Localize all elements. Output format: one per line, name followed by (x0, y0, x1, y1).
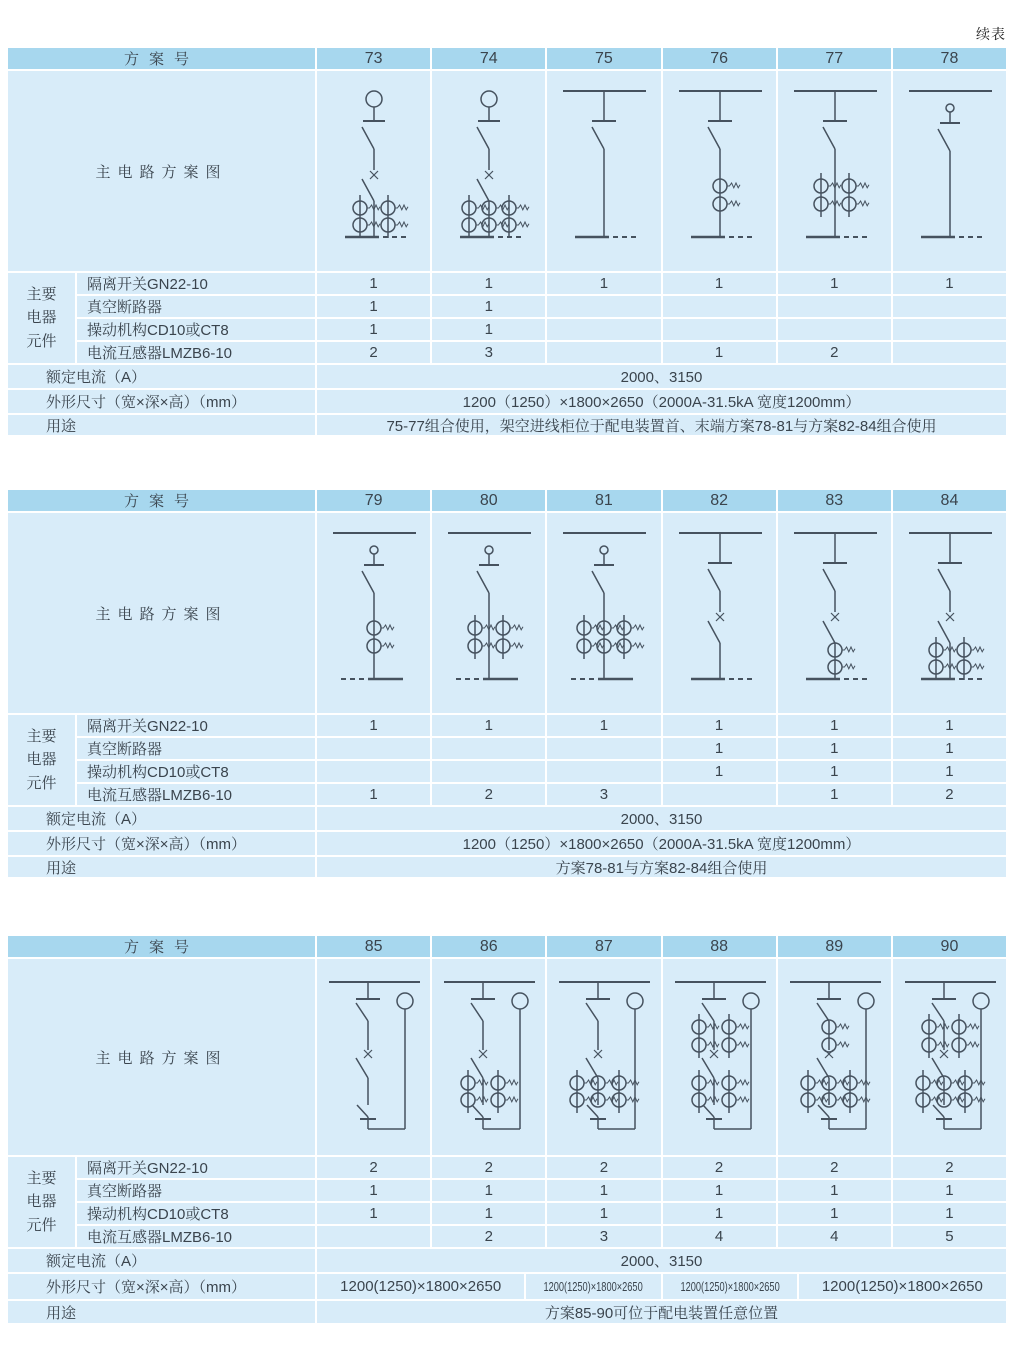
component-qty-cell (547, 296, 660, 317)
group-label-line: 电器 (26, 751, 57, 769)
component-qty-cell: 2 (432, 1226, 545, 1247)
circuit-diagram-85 (317, 959, 430, 1155)
scheme-number-79: 79 (317, 490, 430, 511)
circuit-diagram-cell-86 (432, 959, 545, 1155)
component-qty-cell: 2 (547, 1157, 660, 1178)
dimensions-value-cell (526, 1274, 660, 1299)
component-row (77, 784, 1006, 805)
scheme-number-83: 83 (778, 490, 891, 511)
scheme-number-80: 80 (432, 490, 545, 511)
scheme-number-header: 方案号 (8, 936, 315, 957)
component-qty-cell (547, 761, 660, 782)
component-label: 隔离开关GN22-10 (77, 273, 315, 294)
circuit-diagram-cell-85 (317, 959, 430, 1155)
component-qty-cell: 1 (317, 296, 430, 317)
component-qty-cell: 1 (663, 1203, 776, 1224)
scheme-table-85-90 (8, 936, 1006, 1323)
component-rows (77, 1157, 1006, 1247)
scheme-number-85: 85 (317, 936, 430, 957)
circuit-diagram-cell-75 (547, 71, 660, 271)
scheme-number-89: 89 (778, 936, 891, 957)
rated-current-label: 额定电流（A） (8, 365, 315, 388)
dimensions-value-cell (317, 390, 1006, 413)
diagram-row (8, 959, 1006, 1155)
component-qty-cell: 1 (663, 342, 776, 363)
group-label-line: 元件 (26, 774, 57, 792)
component-qty-cell: 1 (778, 1180, 891, 1201)
component-label: 真空断路器 (77, 296, 315, 317)
main-components-group-label (8, 715, 75, 805)
usage-label: 用途 (8, 857, 315, 877)
usage-row (8, 415, 1006, 435)
rated-current-value: 2000、3150 (317, 807, 1006, 830)
circuit-diagram-81 (547, 513, 660, 713)
circuit-diagram-73 (317, 71, 430, 271)
component-row (77, 1203, 1006, 1224)
component-qty-cell: 2 (317, 342, 430, 363)
component-qty-cell (778, 296, 891, 317)
diagram-row (8, 71, 1006, 271)
component-qty-cell: 3 (432, 342, 545, 363)
circuit-diagram-cell-73 (317, 71, 430, 271)
component-row (77, 342, 1006, 363)
rated-current-row (8, 1249, 1006, 1272)
component-qty-cell: 2 (663, 1157, 776, 1178)
scheme-number-77: 77 (778, 48, 891, 69)
component-qty-cell: 1 (663, 1180, 776, 1201)
usage-row (8, 857, 1006, 877)
dimensions-value-text: 1200（1250）×1800×2650（2000A-31.5kA 宽度1200mm） (462, 394, 861, 411)
component-qty-cell: 2 (893, 1157, 1006, 1178)
rated-current-label: 额定电流（A） (8, 1249, 315, 1272)
main-components-group-label (8, 273, 75, 363)
component-row (77, 761, 1006, 782)
dimensions-value-cell (663, 1274, 797, 1299)
component-qty-cell: 1 (778, 1203, 891, 1224)
continued-table-label: 续表 (976, 26, 1006, 42)
circuit-diagram-cell-76 (663, 71, 776, 271)
component-row (77, 1226, 1006, 1247)
component-row (77, 738, 1006, 759)
main-components-group-label (8, 1157, 75, 1247)
component-label: 操动机构CD10或CT8 (77, 761, 315, 782)
component-qty-cell (893, 319, 1006, 340)
circuit-diagram-80 (432, 513, 545, 713)
dimensions-value-text: 1200（1250）×1800×2650（2000A-31.5kA 宽度1200mm） (462, 836, 861, 853)
circuit-diagram-cell-83 (778, 513, 891, 713)
usage-label: 用途 (8, 1301, 315, 1323)
component-qty-cell: 1 (778, 738, 891, 759)
component-qty-cell (432, 761, 545, 782)
component-qty-cell: 2 (432, 1157, 545, 1178)
circuit-diagram-88 (663, 959, 776, 1155)
scheme-number-81: 81 (547, 490, 660, 511)
component-qty-cell: 1 (432, 1203, 545, 1224)
component-qty-cell: 1 (663, 715, 776, 736)
circuit-diagram-cell-87 (547, 959, 660, 1155)
circuit-diagram-79 (317, 513, 430, 713)
circuit-diagram-cell-88 (663, 959, 776, 1155)
component-qty-cell: 1 (778, 273, 891, 294)
component-qty-cell: 1 (317, 273, 430, 294)
main-circuit-diagram-label: 主电路方案图 (8, 71, 315, 271)
rated-current-label: 额定电流（A） (8, 807, 315, 830)
scheme-number-86: 86 (432, 936, 545, 957)
usage-value: 方案85-90可位于配电装置任意位置 (317, 1301, 1006, 1323)
component-row (77, 273, 1006, 294)
component-qty-cell: 2 (778, 1157, 891, 1178)
component-qty-cell (893, 342, 1006, 363)
component-qty-cell: 1 (317, 784, 430, 805)
dimensions-value-text: 1200(1250)×1800×2650 (821, 1278, 983, 1295)
components-block (8, 1157, 1006, 1247)
group-label-line: 元件 (26, 332, 57, 350)
circuit-diagram-cell-90 (893, 959, 1006, 1155)
circuit-diagram-86 (432, 959, 545, 1155)
component-label: 隔离开关GN22-10 (77, 715, 315, 736)
component-qty-cell (663, 784, 776, 805)
circuit-diagram-87 (547, 959, 660, 1155)
component-label: 真空断路器 (77, 738, 315, 759)
component-qty-cell: 1 (547, 1203, 660, 1224)
rated-current-row (8, 807, 1006, 830)
circuit-diagram-74 (432, 71, 545, 271)
component-qty-cell (547, 738, 660, 759)
scheme-number-header: 方案号 (8, 48, 315, 69)
circuit-diagram-89 (778, 959, 891, 1155)
circuit-diagram-76 (663, 71, 776, 271)
scheme-number-75: 75 (547, 48, 660, 69)
diagram-row (8, 513, 1006, 713)
component-label: 真空断路器 (77, 1180, 315, 1201)
component-qty-cell: 4 (663, 1226, 776, 1247)
header-row (8, 48, 1006, 69)
dimensions-value-text: 1200(1250)×1800×2650 (340, 1278, 502, 1295)
circuit-diagram-cell-79 (317, 513, 430, 713)
component-qty-cell (547, 319, 660, 340)
component-qty-cell: 1 (547, 715, 660, 736)
component-qty-cell: 1 (432, 296, 545, 317)
component-qty-cell: 1 (893, 1180, 1006, 1201)
component-row (77, 715, 1006, 736)
scheme-number-88: 88 (663, 936, 776, 957)
circuit-diagram-cell-78 (893, 71, 1006, 271)
component-qty-cell: 1 (317, 1180, 430, 1201)
component-qty-cell (432, 738, 545, 759)
component-label: 电流互感器LMZB6-10 (77, 784, 315, 805)
dimensions-value-text: 1200(1250)×1800×2650 (679, 1279, 780, 1294)
dimensions-row (8, 390, 1006, 413)
group-label-line: 主要 (26, 728, 57, 746)
dimensions-value-cell (317, 1274, 524, 1299)
component-qty-cell: 1 (893, 715, 1006, 736)
component-qty-cell: 1 (778, 715, 891, 736)
components-block (8, 273, 1006, 363)
scheme-number-76: 76 (663, 48, 776, 69)
component-qty-cell: 1 (663, 738, 776, 759)
main-circuit-diagram-label: 主电路方案图 (8, 513, 315, 713)
dimensions-value-text: 1200(1250)×1800×2650 (543, 1279, 644, 1294)
components-block (8, 715, 1006, 805)
component-qty-cell: 5 (893, 1226, 1006, 1247)
circuit-diagram-75 (547, 71, 660, 271)
usage-value: 方案78-81与方案82-84组合使用 (317, 857, 1006, 877)
dimensions-value-cell (317, 832, 1006, 855)
dimensions-row (8, 1274, 1006, 1299)
component-qty-cell: 1 (317, 1203, 430, 1224)
component-qty-cell (317, 738, 430, 759)
component-label: 操动机构CD10或CT8 (77, 1203, 315, 1224)
circuit-diagram-cell-89 (778, 959, 891, 1155)
component-qty-cell: 1 (663, 273, 776, 294)
component-qty-cell (778, 319, 891, 340)
circuit-diagram-cell-82 (663, 513, 776, 713)
scheme-table-73-78 (8, 48, 1006, 435)
header-row (8, 490, 1006, 511)
component-qty-cell: 2 (893, 784, 1006, 805)
scheme-number-84: 84 (893, 490, 1006, 511)
component-qty-cell: 1 (663, 761, 776, 782)
dimensions-value-cell (799, 1274, 1006, 1299)
component-qty-cell: 1 (317, 715, 430, 736)
circuit-diagram-cell-77 (778, 71, 891, 271)
circuit-diagram-82 (663, 513, 776, 713)
component-qty-cell: 3 (547, 784, 660, 805)
component-row (77, 1157, 1006, 1178)
circuit-diagram-90 (893, 959, 1006, 1155)
component-rows (77, 273, 1006, 363)
component-label: 操动机构CD10或CT8 (77, 319, 315, 340)
component-qty-cell (663, 319, 776, 340)
component-qty-cell: 1 (893, 1203, 1006, 1224)
group-label-line: 电器 (26, 1193, 57, 1211)
scheme-number-header: 方案号 (8, 490, 315, 511)
component-qty-cell: 1 (893, 738, 1006, 759)
scheme-number-82: 82 (663, 490, 776, 511)
scheme-number-78: 78 (893, 48, 1006, 69)
usage-row (8, 1301, 1006, 1323)
dimensions-label: 外形尺寸（宽×深×高）（mm） (8, 832, 315, 855)
component-qty-cell: 1 (547, 1180, 660, 1201)
component-qty-cell: 1 (432, 715, 545, 736)
circuit-diagram-cell-80 (432, 513, 545, 713)
circuit-diagram-77 (778, 71, 891, 271)
dimensions-row (8, 832, 1006, 855)
circuit-diagram-84 (893, 513, 1006, 713)
dimensions-label: 外形尺寸（宽×深×高）（mm） (8, 1274, 315, 1299)
component-qty-cell: 1 (893, 273, 1006, 294)
component-row (77, 1180, 1006, 1201)
scheme-number-73: 73 (317, 48, 430, 69)
component-qty-cell (663, 296, 776, 317)
group-label-line: 主要 (26, 286, 57, 304)
component-row (77, 296, 1006, 317)
scheme-table-79-84 (8, 490, 1006, 877)
component-qty-cell: 1 (432, 1180, 545, 1201)
component-qty-cell (317, 761, 430, 782)
circuit-diagram-cell-81 (547, 513, 660, 713)
component-qty-cell: 1 (547, 273, 660, 294)
rated-current-value: 2000、3150 (317, 1249, 1006, 1272)
header-row (8, 936, 1006, 957)
component-qty-cell: 1 (432, 319, 545, 340)
usage-value: 75-77组合使用，架空进线柜位于配电装置首、末端方案78-81与方案82-84组合使用 (317, 415, 1006, 435)
component-qty-cell: 1 (432, 273, 545, 294)
circuit-diagram-cell-74 (432, 71, 545, 271)
component-label: 电流互感器LMZB6-10 (77, 342, 315, 363)
group-label-line: 主要 (26, 1170, 57, 1188)
component-qty-cell: 1 (893, 761, 1006, 782)
usage-label: 用途 (8, 415, 315, 435)
component-qty-cell (317, 1226, 430, 1247)
dimensions-label: 外形尺寸（宽×深×高）（mm） (8, 390, 315, 413)
circuit-diagram-78 (893, 71, 1006, 271)
main-circuit-diagram-label: 主电路方案图 (8, 959, 315, 1155)
group-label-line: 电器 (26, 309, 57, 327)
group-label-line: 元件 (26, 1216, 57, 1234)
scheme-number-87: 87 (547, 936, 660, 957)
component-qty-cell: 2 (432, 784, 545, 805)
component-row (77, 319, 1006, 340)
component-qty-cell: 1 (778, 761, 891, 782)
rated-current-value: 2000、3150 (317, 365, 1006, 388)
circuit-diagram-cell-84 (893, 513, 1006, 713)
component-qty-cell: 3 (547, 1226, 660, 1247)
scheme-number-74: 74 (432, 48, 545, 69)
rated-current-row (8, 365, 1006, 388)
component-label: 隔离开关GN22-10 (77, 1157, 315, 1178)
component-qty-cell (547, 342, 660, 363)
component-qty-cell (893, 296, 1006, 317)
component-qty-cell: 2 (778, 342, 891, 363)
component-label: 电流互感器LMZB6-10 (77, 1226, 315, 1247)
component-qty-cell: 1 (778, 784, 891, 805)
component-qty-cell: 2 (317, 1157, 430, 1178)
component-qty-cell: 4 (778, 1226, 891, 1247)
component-qty-cell: 1 (317, 319, 430, 340)
component-rows (77, 715, 1006, 805)
circuit-diagram-83 (778, 513, 891, 713)
scheme-number-90: 90 (893, 936, 1006, 957)
